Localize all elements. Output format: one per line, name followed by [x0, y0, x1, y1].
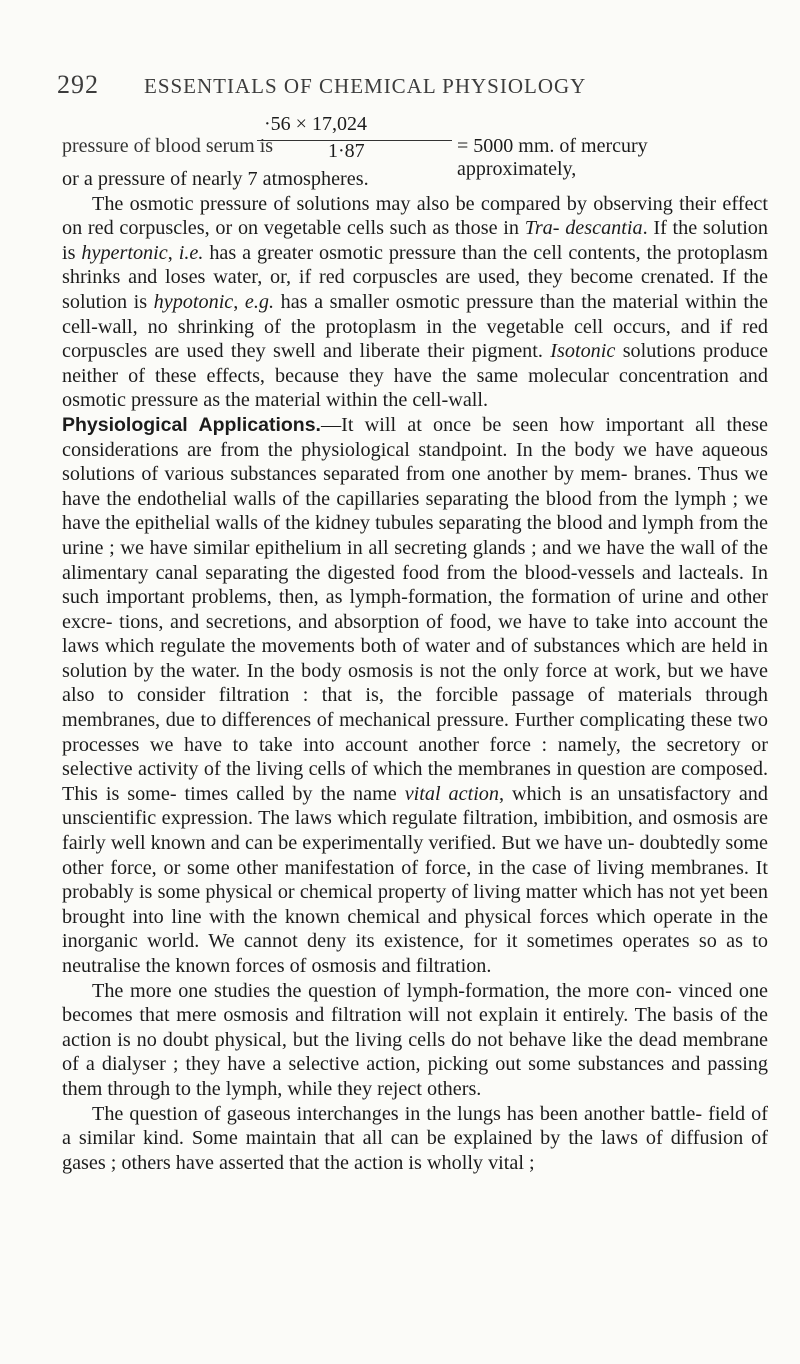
formula-numerator: ·56 × 17,024	[264, 113, 367, 135]
term-vital-action: vital action	[404, 782, 499, 805]
body-text	[62, 167, 768, 1175]
page-number: 292	[57, 70, 99, 99]
formula-rhs: = 5000 mm. of mercury approximately,	[457, 135, 648, 180]
paragraph-tonicity: The osmotic pressure of solutions may also be compared by observing their effect on red corpuscles, or on vegetable cells such as those in Tra- descantia. If the solution is hypertonic, i.e. has a greater osmotic pressure than the cell contents, the protoplasm shrinks and loses water, or, if red corpuscles are used, they become crenated. If the solution is hypotonic, e.g. has a smaller osmotic pressure than the material within the cell-wall, no shrinking of the protoplasm in the vegetable cell occurs, and if red corpuscles are used they swell and liberate their pigment. Isotonic solutions produce neither of these effects, because they have the same molecular concentration and osmotic pressure as the material within the cell-wall.	[62, 192, 769, 412]
paragraph-physiological-applications: Physiological Applications.—It will at once be seen how important all these considerations are from the physiological standpoint. In the body we have aqueous solutions of various substances separated from one another by mem- branes. Thus we have the endothelial walls of the capillaries separating the blood from the lymph ; we have the epithelial walls of the kidney tubules separating the blood and lymph from the urine ; we have similar epithelium in all secreting glands ; and we have the wall of the alimentary canal separating the digested food from the blood-vessels and lacteals. In such important problems, then, as lymph-formation, the formation of urine and other excre- tions, and secretions, and absorption of food, we have to take into account the laws which regulate the movements both of water and of substances which are held in solution by the water. In the body osmosis is not the only force at work, but we have also to consider filtration : that is, the forcible passage of materials through membranes, due to differences of mechanical pressure. Further complicating these two processes we have to take into account another force : namely, the secretory or selective activity of the living cells of which the membranes in question are composed. This is some- times called by the name vital action, which is an unsatisfactory and unscientific expression. The laws which regulate filtration, imbibition, and osmosis are fairly well known and can be experimentally verified. But we have un- doubtedly some other force, or some other manifestation of force, in the case of living membranes. It probably is some physical or chemical property of living matter which has not yet been brought into line with the known chemical and physical forces which operate in the inorganic world. We cannot deny its existence, for it sometimes operates so as to neutralise the known forces of osmosis and filtration.	[62, 413, 768, 977]
term-hypotonic: hypotonic	[153, 290, 234, 313]
abbr-eg: e.g.	[244, 290, 275, 313]
running-header	[57, 70, 757, 110]
formula-denominator: 1·87	[328, 140, 365, 162]
term-hypertonic: hypertonic	[81, 241, 168, 264]
term-tradescantia: Tra- descantia	[524, 217, 643, 240]
running-title: ESSENTIALS OF CHEMICAL PHYSIOLOGY	[144, 74, 587, 98]
section-heading: Physiological Applications.	[62, 413, 321, 436]
abbr-ie: i.e.	[178, 241, 204, 264]
paragraph-lymph-formation: The more one studies the question of lymph-formation, the more con- vinced one becomes that mere osmosis and filtration will not explain it entirely. The basis of the action is no doubt physical, but the living cells do not behave like the dead membrane of a dialyser ; they have a selective action, picking out some substances and passing them through to the lymph, while they reject others.	[62, 979, 768, 1100]
formula-lhs: pressure of blood serum is	[62, 135, 274, 157]
paragraph-atmospheres: or a pressure of nearly 7 atmospheres.	[62, 168, 369, 190]
term-isotonic: Isotonic	[550, 340, 616, 363]
paragraph-gaseous-interchanges: The question of gaseous interchanges in the lungs has been another battle- field of a similar kind. Some maintain that all can be explained by the laws of diffusion of gases ; others have asserted that the action is wholly vital ;	[62, 1102, 768, 1174]
